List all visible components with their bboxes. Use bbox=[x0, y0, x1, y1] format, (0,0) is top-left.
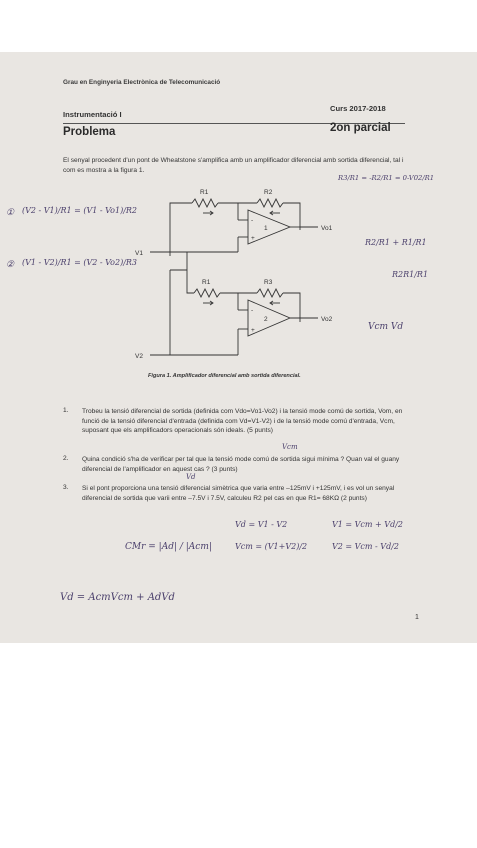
hand-side-top: R3/R1 = -R2/R1 = 0-V02/R1 bbox=[338, 174, 435, 182]
figure-caption: Figura 1. Amplificador diferencial amb sortida diferencial. bbox=[148, 373, 301, 379]
course-year: Curs 2017-2018 bbox=[330, 104, 386, 113]
course-name: Instrumentació I bbox=[63, 110, 122, 119]
intro-text: El senyal procedent d'un pont de Wheatstone s'amplifica amb un amplificador diferencial amb sortida diferencial, tal i com es mostra a la figura 1. bbox=[63, 157, 404, 174]
hand-vd-q3: Vd bbox=[186, 473, 196, 481]
hand-vcm-vd: Vcm Vd bbox=[368, 322, 404, 332]
exam-sheet bbox=[0, 52, 477, 643]
label-vo1: Vo1 bbox=[321, 225, 333, 232]
hand-cmr: CMr = |Ad| / |Acm| bbox=[125, 542, 212, 552]
circuit-diagram bbox=[130, 180, 360, 375]
q1-number: 1. bbox=[63, 407, 69, 414]
label-minus-1: - bbox=[251, 217, 254, 224]
label-v1: V1 bbox=[135, 250, 143, 257]
hand-bottom-eq: Vd = AcmVcm + AdVd bbox=[60, 592, 175, 603]
hand-side-mid2: R2R1/R1 bbox=[392, 270, 429, 279]
q2-text: Quina condició s'ha de verificar per tal que la tensió mode comú de sortida sigui mínima ? Quan val el guany diferencial de l'amplificador en aquest cas ? (3 punts) bbox=[82, 456, 400, 473]
page-number: 1 bbox=[415, 614, 419, 621]
hand-sol-v2: V2 = Vcm - Vd/2 bbox=[332, 542, 399, 551]
hand-sol-v1: V1 = Vcm + Vd/2 bbox=[332, 520, 403, 529]
hand-def-vcm: Vcm = (V1+V2)/2 bbox=[235, 542, 308, 551]
label-r1-bottom: R1 bbox=[202, 279, 211, 286]
label-vo2: Vo2 bbox=[321, 316, 333, 323]
label-plus-2: + bbox=[251, 327, 255, 334]
label-amp1: 1 bbox=[264, 225, 268, 232]
q3-number: 3. bbox=[63, 484, 69, 491]
program-name: Grau en Enginyeria Electrònica de Telecomunicació bbox=[63, 79, 221, 86]
hand-mark-1: ① bbox=[6, 208, 15, 218]
q3-text: Si el pont proporciona una tensió diferencial simètrica que varia entre –125mV i +125mV, i es vol un senyal diferencial de sortida que varii entre –7.5V i 7.5V, calculeu R2 pel cas en que R1= 68KΩ (2 punts) bbox=[82, 485, 395, 502]
exam-name: 2on parcial bbox=[330, 122, 391, 134]
hand-mark-2: ② bbox=[6, 260, 15, 270]
label-r2: R2 bbox=[264, 189, 273, 196]
q2-number: 2. bbox=[63, 455, 69, 462]
hand-def-vd: Vd = V1 - V2 bbox=[235, 520, 288, 529]
label-minus-2: - bbox=[251, 307, 254, 314]
hand-vcm-q2: Vcm bbox=[282, 443, 298, 451]
hand-eq1: (V2 - V1)/R1 = (V1 - Vo1)/R2 bbox=[22, 206, 138, 215]
label-amp2: 2 bbox=[264, 316, 268, 323]
label-v2: V2 bbox=[135, 353, 143, 360]
label-r3: R3 bbox=[264, 279, 273, 286]
label-plus-1: + bbox=[251, 235, 255, 242]
hand-side-mid: R2/R1 + R1/R1 bbox=[365, 238, 427, 247]
page-title: Problema bbox=[63, 126, 116, 138]
q1-text: Trobeu la tensió diferencial de sortida (definida com Vdo=Vo1-Vo2) i la tensió mode comú de sortida, Vom, en funció de la tensió diferencial d'entrada (definida com Vd=V1-V2) i de la tensió mode comú d'entrada, Vcm, suposant que els amplificadors operacionals són ideals. (5 punts) bbox=[82, 408, 403, 435]
hand-eq2: (V1 - V2)/R1 = (V2 - Vo2)/R3 bbox=[22, 258, 138, 267]
label-r1-top: R1 bbox=[200, 189, 209, 196]
